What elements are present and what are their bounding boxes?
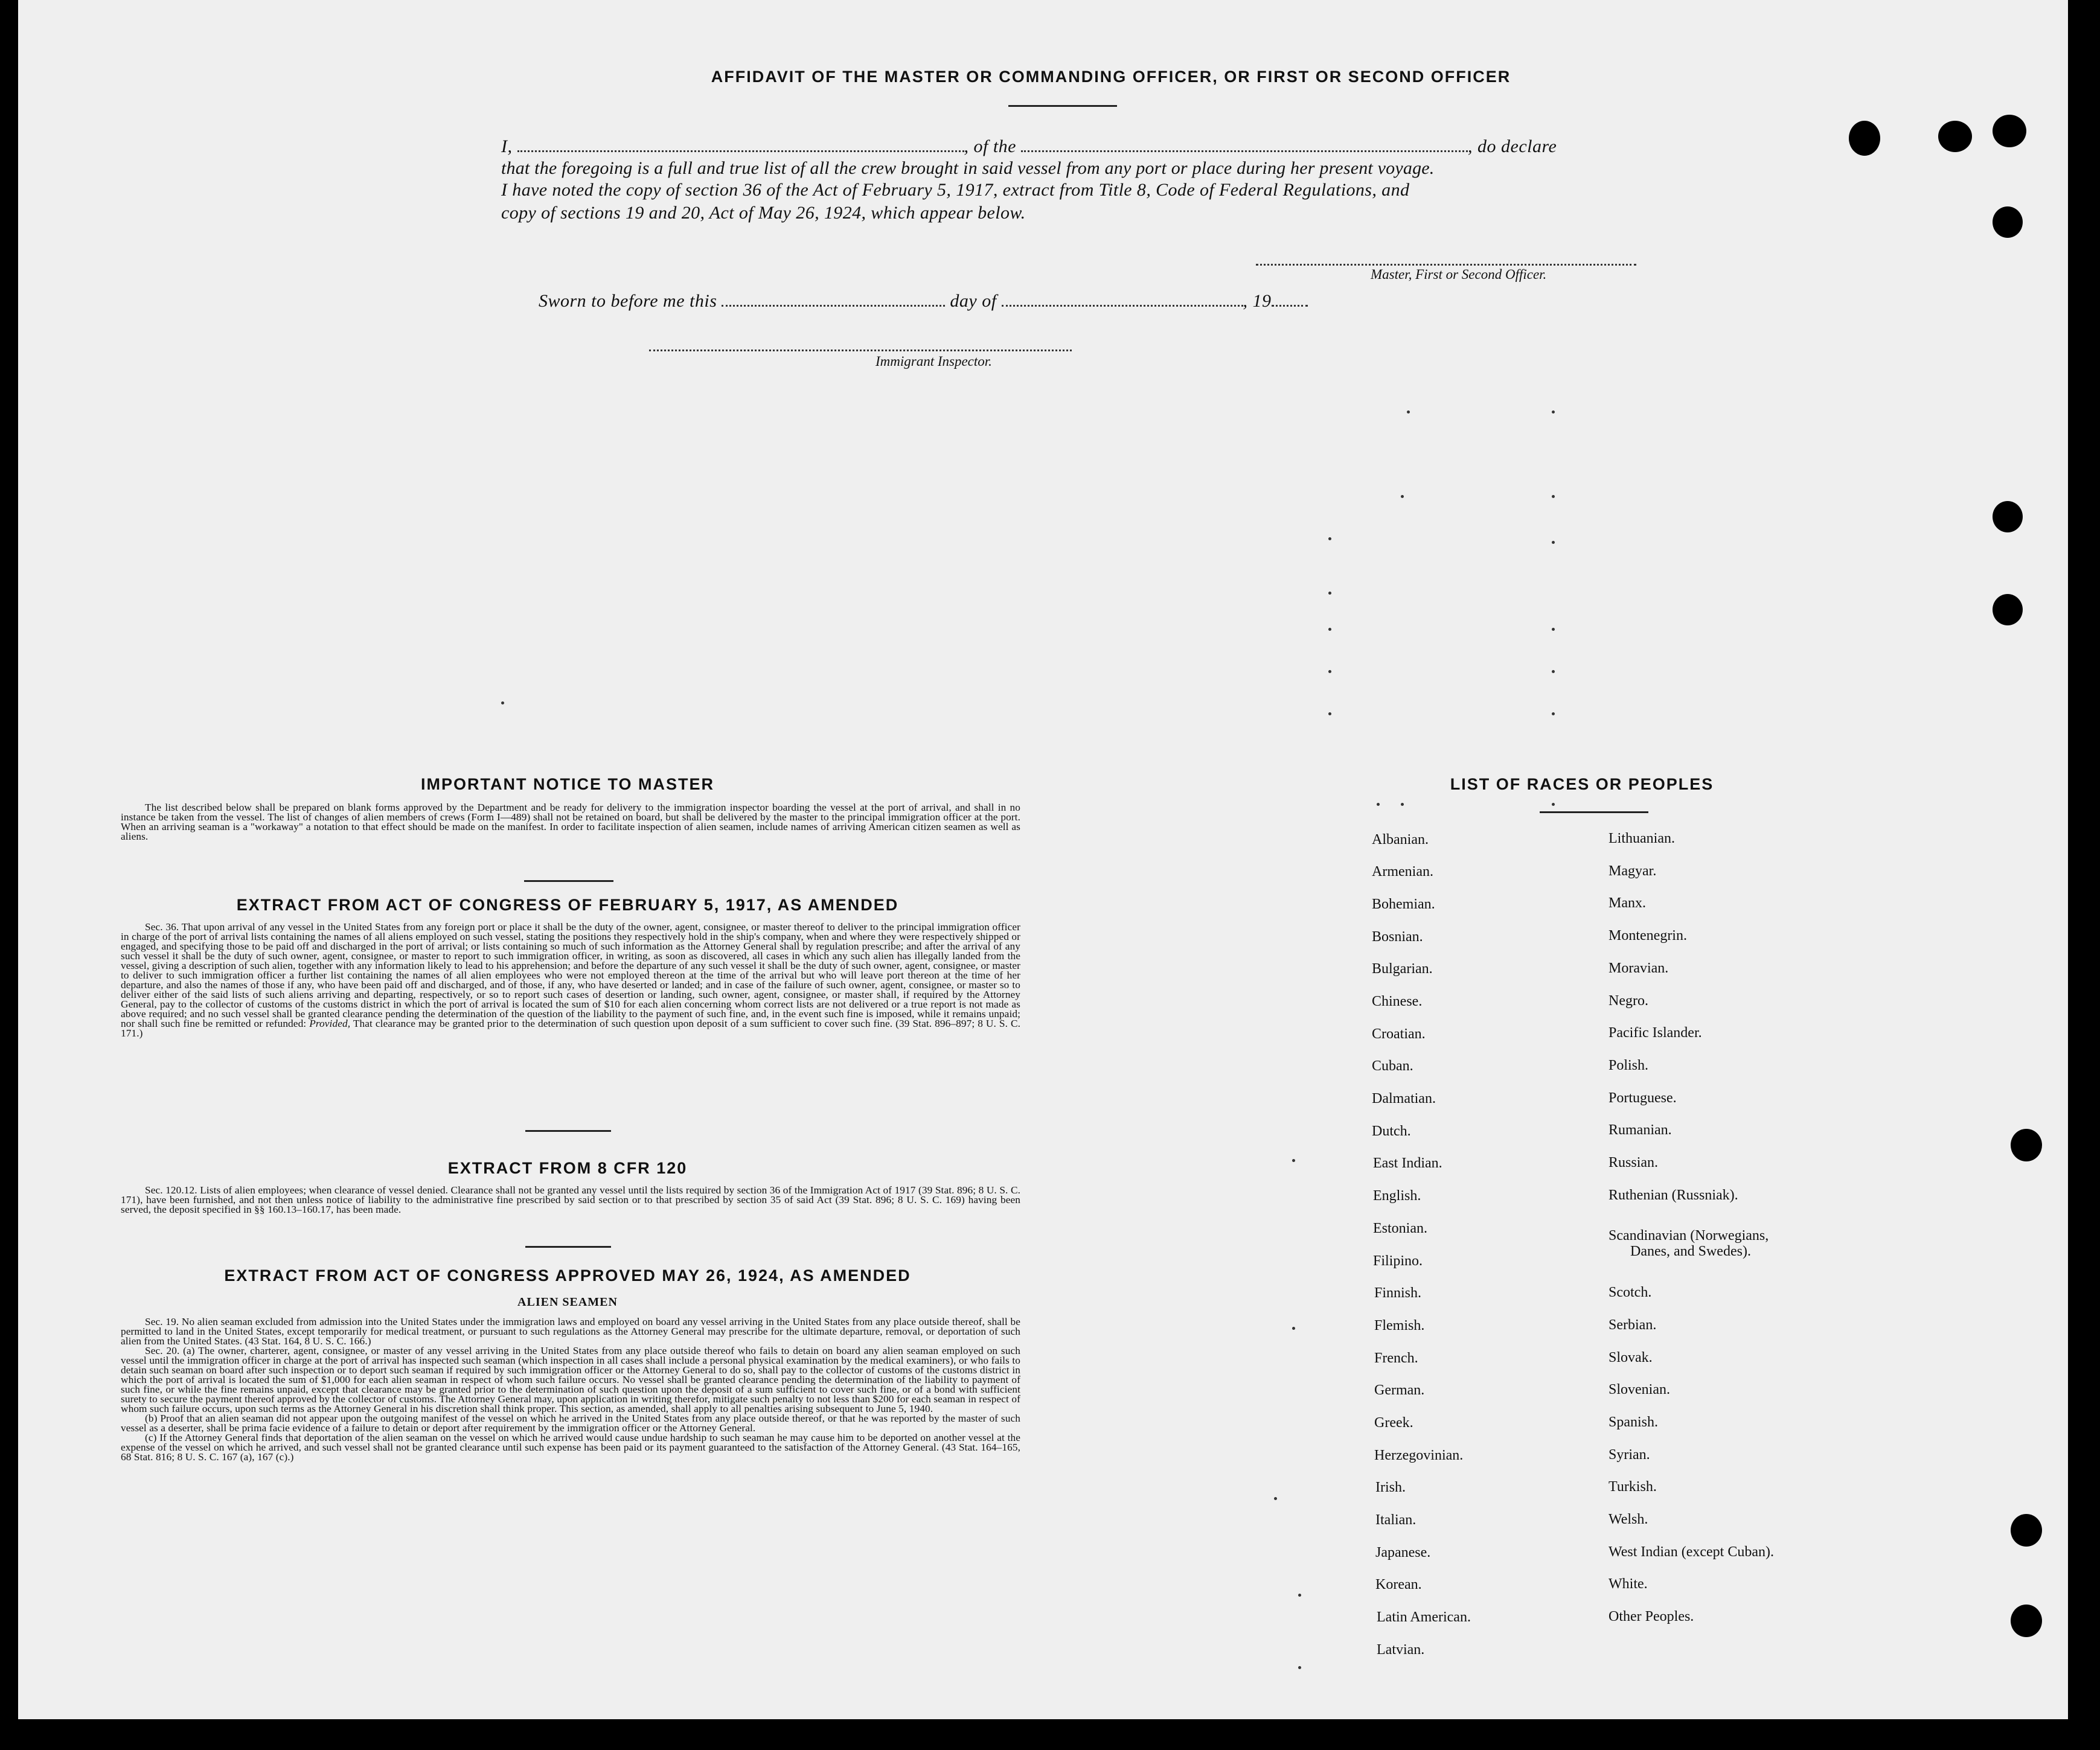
sec-19-label: Sec. 19. <box>145 1316 179 1327</box>
sworn-line <box>539 291 1308 311</box>
sworn-year-blank[interactable] <box>1272 304 1308 307</box>
race-syrian: Syrian. <box>1609 1447 1650 1463</box>
sworn-year: , 19 <box>1243 291 1272 311</box>
scan-speck <box>1552 803 1555 806</box>
scan-speck <box>1328 592 1331 595</box>
race-scotch: Scotch. <box>1609 1285 1652 1300</box>
affidavit-line-3: I have noted the copy of section 36 of the Act of February 5, 1917, extract from Title 8, Code of Federal Regulations, and <box>501 180 1410 200</box>
extract-1924-title: EXTRACT FROM ACT OF CONGRESS APPROVED MAY 26, 1924, AS AMENDED <box>224 1266 911 1285</box>
scan-speck <box>1401 803 1404 806</box>
affidavit-line-1 <box>501 136 1557 157</box>
race-flemish: Flemish. <box>1374 1318 1425 1333</box>
notice-paragraph: The list described below shall be prepared on blank forms approved by the Department and be ready for delivery to the immigration inspector boarding the vessel at the port of arrival, and shall in no instance be taken from the vessel. The list of changes of alien members of crews (Form I—489) shall not be retained on board, but shall be delivered by the master to the principal immigration officer at the port. When an arriving seaman is a "workaway" a notation to that effect should be made on the manifest. In order to facilitate inspection of alien seamen, include names of arriving American citizen seamen as well as aliens. <box>121 802 1020 842</box>
binder-hole <box>2011 1514 2042 1547</box>
scan-speck <box>1552 541 1555 544</box>
sec-36-label: Sec. 36. <box>145 921 179 933</box>
scan-speck <box>1552 410 1555 414</box>
race-bohemian: Bohemian. <box>1372 896 1435 912</box>
sec-20-label: Sec. 20. <box>145 1345 180 1356</box>
race-dutch: Dutch. <box>1372 1123 1411 1139</box>
scan-speck <box>501 701 504 704</box>
inspector-signature-line[interactable] <box>649 349 1072 351</box>
race-estonian: Estonian. <box>1373 1221 1427 1236</box>
sworn-label: Sworn to before me this <box>539 291 717 311</box>
extract-1917-text <box>121 922 1020 1038</box>
sec-120-paragraph <box>121 1186 1020 1215</box>
vessel-blank[interactable] <box>1021 150 1468 152</box>
master-caption: Master, First or Second Officer. <box>1371 267 1547 282</box>
extract-cfr-rule <box>525 1246 611 1248</box>
scan-speck <box>1292 1159 1295 1162</box>
sec-20-paragraph <box>121 1346 1020 1414</box>
race-japanese: Japanese. <box>1375 1545 1431 1560</box>
race-finnish: Finnish. <box>1374 1285 1422 1301</box>
race-magyar: Magyar. <box>1609 863 1657 879</box>
race-english: English. <box>1373 1188 1421 1204</box>
sworn-day-of: day of <box>950 291 997 311</box>
scan-speck <box>1292 1327 1295 1330</box>
race-bulgarian: Bulgarian. <box>1372 961 1433 977</box>
sec-36-provided: Provided, <box>309 1018 351 1029</box>
affidavit-line-4: copy of sections 19 and 20, Act of May 26, 1924, which appear below. <box>501 203 1026 223</box>
scan-speck <box>1328 712 1331 715</box>
race-russian: Russian. <box>1609 1155 1659 1170</box>
scan-speck <box>1552 712 1555 715</box>
binder-hole <box>1938 121 1972 152</box>
affidavit-title-rule <box>1008 105 1117 107</box>
race-scandinavian: Scandinavian (Norwegians, <box>1609 1228 1769 1244</box>
race-french: French. <box>1374 1350 1418 1366</box>
sec-36-text-a: That upon arrival of any vessel in the United States from any foreign port or place it shall be the duty of the owner, agent, consignee, or master thereof to deliver to the principal immigration officer in charge of the port of arrival lists containing the names of all aliens employed on such vessel, stating the positions they respectively hold in the ship's company, when and where they were respectively shipped or engaged, and specifying those to be paid off and discharged in the port of arrival; or lists containing so much of such information as the Attorney General shall by regulation prescribe; and after the arrival of any such vessel it shall be the duty of such owner, agent, consignee, or master to report to such immigration officer, in writing, as soon as discovered, all cases in which any such alien has illegally landed from the vessel, giving a description of such alien, together with any information likely to lead to his apprehension; and before the departure of any such vessel it shall be the duty of such owner, agent, consignee, or master to deliver to such immigration officer a further list containing the names of all alien employees who were not employed thereon at the time of the arrival but who will leave port thereon at the time of her departure, and also the names of those if any, who have been paid off and discharged, and of those, if any, who have deserted or landed; and in case of the failure of such owner, agent, consignee, or master so to deliver either of the said lists of such aliens arriving and departing, respectively, or so to report such cases of desertion or landing, such owner, agent, consignee, or master shall, if required by the Attorney General, pay to the collector of customs of the customs district in which the port of arrival is located the sum of $10 for each alien concerning whom correct lists are not delivered or a true report is not made as above required; and no such vessel shall be granted clearance pending the determination of the question of the liability to the payment of such fine, and, in the event such fine is imposed, while it remains unpaid; nor shall such fine be remitted or refunded: <box>121 921 1020 1029</box>
sworn-month-blank[interactable] <box>1002 304 1243 307</box>
extract-cfr-text <box>121 1186 1020 1215</box>
extract-cfr-title: EXTRACT FROM 8 CFR 120 <box>447 1159 688 1177</box>
sec-120-label: Sec. 120.12. <box>145 1184 197 1196</box>
race-serbian: Serbian. <box>1609 1317 1657 1333</box>
race-herzegovinian: Herzegovinian. <box>1374 1448 1464 1463</box>
race-welsh: Welsh. <box>1609 1512 1648 1527</box>
extract-1917-title: EXTRACT FROM ACT OF CONGRESS OF FEBRUARY 5, 1917, AS AMENDED <box>236 896 899 914</box>
binder-hole <box>1993 115 2026 147</box>
sec-36-paragraph <box>121 922 1020 1038</box>
master-signature-line[interactable] <box>1256 263 1636 266</box>
races-rule <box>1540 811 1648 813</box>
extract-1924-text <box>121 1317 1020 1462</box>
race-slovak: Slovak. <box>1609 1350 1653 1365</box>
race-scandinavian-cont: Danes, and Swedes). <box>1630 1244 1751 1259</box>
affidavit-title: AFFIDAVIT OF THE MASTER OR COMMANDING OFFICER, OR FIRST OR SECOND OFFICER <box>711 68 1511 86</box>
race-cuban: Cuban. <box>1372 1058 1413 1074</box>
race-spanish: Spanish. <box>1609 1414 1659 1430</box>
scan-speck <box>1552 495 1555 498</box>
sec-20-b-paragraph: (b) Proof that an alien seaman did not appear upon the outgoing manifest of the vessel on which he arrived in the United States from any place outside thereof, or that he was reported by the master of such vessel as a deserter, shall be prima facie evidence of a failure to detain or deport after requirement by the immigration officer or the Attorney General. <box>121 1413 1020 1434</box>
sec-120-text: Lists of alien employees; when clearance of vessel denied. Clearance shall not be granted any vessel until the lists required by section 36 of the Immigration Act of 1917 (39 Stat. 896; 8 U. S. C. 171), have been furnished, and not then unless notice of liability to the administrative fine prescribed by said section or to that prescribed by section 35 of said Act (39 Stat. 896; 8 U. S. C. 169) having been served, the deposit specified in §§ 160.13–160.17, has been made. <box>121 1184 1020 1215</box>
notice-title: IMPORTANT NOTICE TO MASTER <box>421 775 714 793</box>
affidavit-line-2: that the foregoing is a full and true list of all the crew brought in said vessel from any port or place during her present voyage. <box>501 158 1435 178</box>
scan-speck <box>1274 1497 1277 1500</box>
notice-rule <box>524 880 613 882</box>
binder-hole <box>1993 594 2023 625</box>
sworn-day-blank[interactable] <box>722 304 945 307</box>
race-greek: Greek. <box>1374 1415 1413 1431</box>
race-portuguese: Portuguese. <box>1609 1090 1677 1106</box>
race-white: White. <box>1609 1576 1648 1592</box>
race-moravian: Moravian. <box>1609 960 1669 976</box>
race-armenian: Armenian. <box>1372 864 1433 880</box>
races-title: LIST OF RACES OR PEOPLES <box>1450 775 1714 793</box>
race-east-indian: East Indian. <box>1373 1155 1442 1171</box>
binder-hole <box>2011 1129 2042 1161</box>
sec-19-paragraph <box>121 1317 1020 1346</box>
name-blank[interactable] <box>517 150 964 152</box>
race-croatian: Croatian. <box>1372 1026 1426 1042</box>
sec-19-text: No alien seaman excluded from admission into the United States under the immigration laws and employed on board any vessel arriving in the United States from any place outside thereof, shall be permitted to land in the United States, except temporarily for medical treatment, or pursuant to such regulations as the Attorney General may prescribe for the ultimate departure, removal, or deportation of such alien from the United States. (43 Stat. 164, 8 U. S. C. 166.) <box>121 1316 1020 1347</box>
scan-speck <box>1328 628 1331 631</box>
race-korean: Korean. <box>1375 1577 1422 1592</box>
sec-36-text-b: That clearance may be granted prior to the determination of such question upon deposit of a sum sufficient to cover such fine. (39 Stat. 896–897; 8 U. S. C. 171.) <box>121 1018 1021 1039</box>
scan-speck <box>1328 670 1331 673</box>
scan-speck <box>1552 670 1555 673</box>
race-west-indian: West Indian (except Cuban). <box>1609 1544 1774 1560</box>
scan-speck <box>1328 537 1331 540</box>
binder-hole <box>1993 501 2023 532</box>
affidavit-do-declare: , do declare <box>1468 136 1557 156</box>
race-slovenian: Slovenian. <box>1609 1382 1670 1397</box>
race-pacific-islander: Pacific Islander. <box>1609 1025 1702 1041</box>
race-bosnian: Bosnian. <box>1372 929 1423 945</box>
alien-seamen-subtitle: ALIEN SEAMEN <box>517 1295 618 1309</box>
race-italian: Italian. <box>1375 1512 1417 1528</box>
scan-speck <box>1298 1594 1301 1597</box>
sec-20-text: (a) The owner, charterer, agent, consignee, or master of any vessel arriving in the United States from any place outside thereof who fails to detain on board any alien seaman employed on such vessel until the immigration officer in charge at the port of arrival has inspected such seaman (which inspection in all cases shall include a personal physical examination by the medical examiners), or who fails to detain such seaman on board after such inspection or to deport such seaman if required by such immigration officer or the Attorney General to do so, shall pay to the collector of customs of the customs district in which the port of arrival is located the sum of $1,000 for each alien seaman in respect of whom such failure occurs. No vessel shall be granted clearance pending the determination of the liability to payment of such fine, or while the fine remains unpaid, except that clearance may be granted prior to the determination of such question upon the deposit of a sum sufficient to cover such fine, or of a bond with sufficient surety to secure the payment thereof approved by the collector of customs. The Attorney General may, upon application in writing therefor, mitigate such penalty to not less than $200 for each seaman in respect of whom such failure occurs, upon such terms as the Attorney General in his discretion shall think proper. This section, as amended, shall apply to all penalties arising subsequent to June 5, 1940. <box>121 1345 1020 1414</box>
race-latvian: Latvian. <box>1377 1642 1425 1658</box>
race-dalmatian: Dalmatian. <box>1372 1091 1436 1107</box>
extract-1917-rule <box>525 1130 611 1132</box>
scan-speck <box>1377 803 1380 806</box>
race-polish: Polish. <box>1609 1058 1649 1073</box>
notice-text <box>121 803 1020 841</box>
race-lithuanian: Lithuanian. <box>1609 831 1675 846</box>
scan-speck <box>1552 628 1555 631</box>
affidavit-of-the: , of the <box>964 136 1016 156</box>
race-filipino: Filipino. <box>1373 1253 1423 1269</box>
sec-20-c-paragraph: (c) If the Attorney General finds that deportation of the alien seaman on the vessel on which he arrived would cause undue hardship to such seaman he may cause him to be deported on another vessel at the expense of the vessel on which he arrived, and such vessel shall not be granted clearance until such expense has been paid or its payment guaranteed to the satisfaction of the Attorney General. (43 Stat. 164–165, 68 Stat. 816; 8 U. S. C. 167 (a), 167 (c).) <box>121 1432 1020 1463</box>
affidavit-i: I, <box>501 136 513 156</box>
race-rumanian: Rumanian. <box>1609 1122 1672 1138</box>
scan-speck <box>1298 1666 1301 1669</box>
scan-speck <box>1401 495 1404 498</box>
binder-hole <box>2011 1605 2042 1637</box>
race-ruthenian: Ruthenian (Russniak). <box>1609 1187 1738 1203</box>
race-negro: Negro. <box>1609 993 1648 1009</box>
race-albanian: Albanian. <box>1372 832 1429 848</box>
race-montenegrin: Montenegrin. <box>1609 928 1687 944</box>
binder-hole <box>1849 121 1880 156</box>
race-latin-american: Latin American. <box>1377 1609 1471 1625</box>
race-chinese: Chinese. <box>1372 994 1423 1009</box>
scan-speck <box>1407 410 1410 414</box>
form-page <box>18 0 2068 1719</box>
race-turkish: Turkish. <box>1609 1479 1657 1495</box>
race-manx: Manx. <box>1609 895 1646 911</box>
inspector-caption: Immigrant Inspector. <box>876 354 992 369</box>
binder-hole <box>1993 206 2023 238</box>
race-german: German. <box>1374 1382 1425 1398</box>
race-irish: Irish. <box>1375 1480 1406 1495</box>
race-other-peoples: Other Peoples. <box>1609 1609 1694 1624</box>
